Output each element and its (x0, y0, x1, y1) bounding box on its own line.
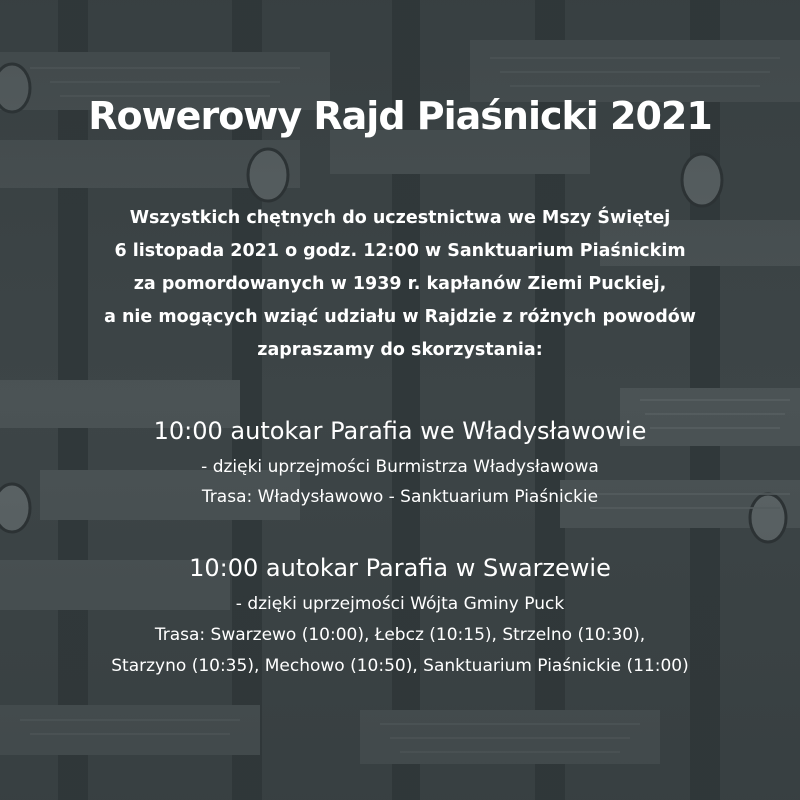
bus-route: Trasa: Władysławowo - Sanktuarium Piaśnickie (201, 487, 599, 507)
page-title: Rowerowy Rajd Piaśnicki 2021 (88, 94, 712, 138)
invitation-line: zapraszamy do skorzystania: (257, 340, 543, 360)
bus-route: Starzyno (10:35), Mechowo (10:50), Sanktuarium Piaśnickie (11:00) (111, 656, 689, 676)
bus-heading: 10:00 autokar Parafia w Swarzewie (189, 554, 611, 582)
invitation-text (40, 202, 760, 367)
invitation-line: za pomordowanych w 1939 r. kapłanów Ziemi Puckiej, (133, 274, 667, 294)
bus-wladyslawowo-section (20, 410, 780, 512)
bus-swarzewo-section (20, 547, 780, 682)
invitation-line: a nie mogących wziąć udziału w Rajdzie z różnych powodów (104, 307, 696, 327)
bus-thanks: - dzięki uprzejmości Burmistrza Władysławowa (201, 457, 599, 477)
invitation-line: 6 listopada 2021 o godz. 12:00 w Sanktuarium Piaśnickim (114, 241, 686, 261)
invitation-line: Wszystkich chętnych do uczestnictwa we Mszy Świętej (129, 208, 671, 228)
bus-route: Trasa: Swarzewo (10:00), Łebcz (10:15), Strzelno (10:30), (154, 625, 646, 645)
bus-heading: 10:00 autokar Parafia we Władysławowie (153, 417, 647, 445)
bus-thanks: - dzięki uprzejmości Wójta Gminy Puck (235, 594, 565, 614)
